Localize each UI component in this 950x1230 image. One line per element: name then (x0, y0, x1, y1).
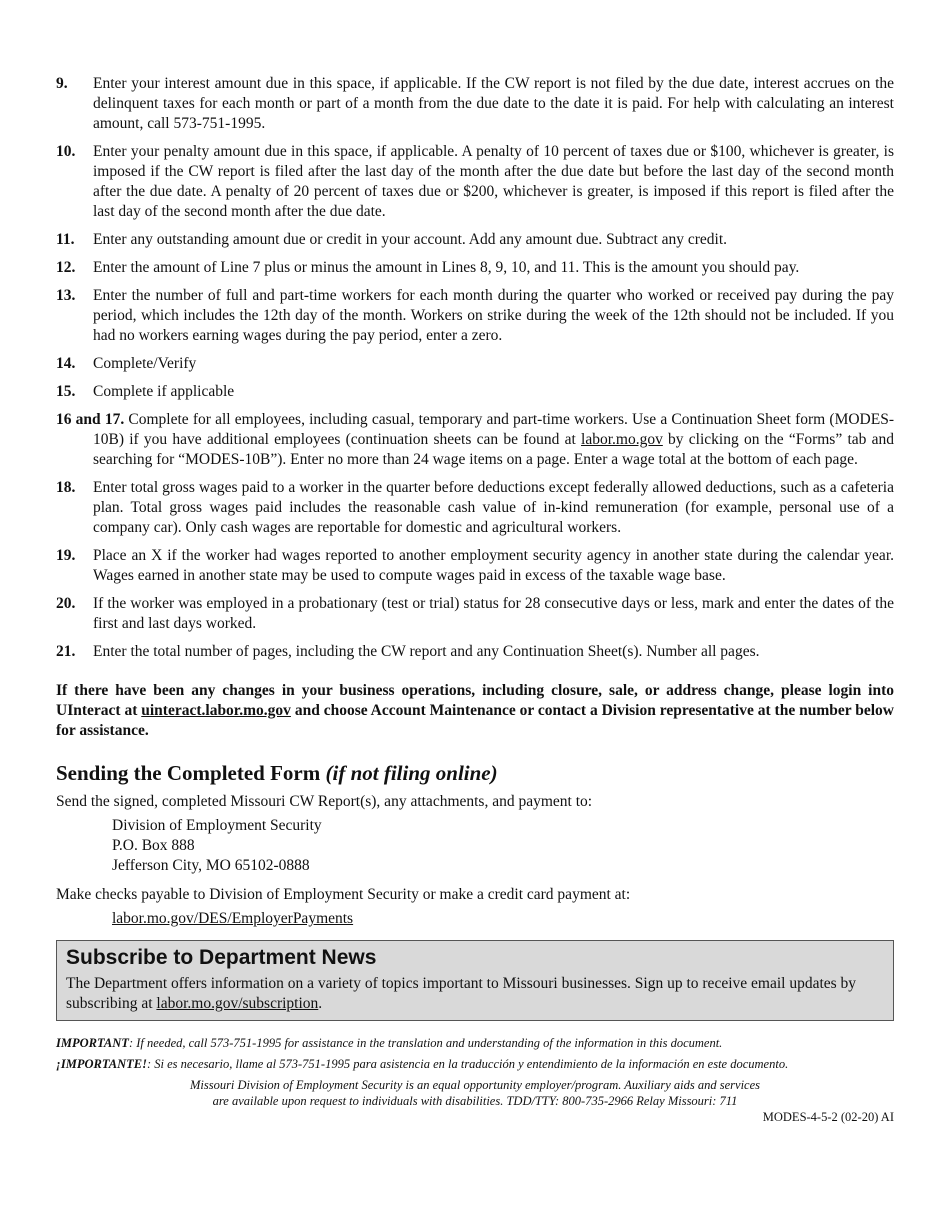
instruction-item-16-17 (56, 410, 894, 470)
instruction-item-13 (56, 286, 894, 346)
checks-payable-text: Make checks payable to Division of Employment Security or make a credit card payment at: (56, 886, 631, 903)
instruction-item-21 (56, 642, 894, 662)
item-text: Enter total gross wages paid to a worker in the quarter before deductions except federally allowed deductions, such as a cafeteria plan. Total gross wages paid includes the reasonable cash value of in-kind remuneration (for example, personal use of a company car). Only cash wages are reportable for domestic and agricultural workers. (93, 479, 894, 536)
employer-payments-link[interactable]: labor.mo.gov/DES/EmployerPayments (112, 910, 354, 927)
item-text: by clicking on the “Forms” tab and searching for “MODES-10B”). Enter no more than 24 wage items on a page. Enter a wage total at the bottom of each page. (93, 431, 894, 468)
important-notice-en (56, 1035, 894, 1051)
item-number: 10. (56, 143, 76, 160)
instruction-item-15 (56, 382, 894, 402)
business-change-notice (56, 681, 894, 741)
item-text: Enter any outstanding amount due or credit in your account. Add any amount due. Subtract any credit. (93, 231, 728, 248)
item-text: Enter the number of full and part-time workers for each month during the quarter who worked or received pay during the pay period, which includes the 12th day of the month. Workers on strike during the week of the 12th should not be included. If you had no workers earning wages during the pay period, enter a zero. (93, 287, 894, 344)
importante-label: ¡IMPORTANTE! (56, 1057, 147, 1071)
item-number: 18. (56, 479, 76, 496)
item-text: Enter your interest amount due in this space, if applicable. If the CW report is not filed by the due date, interest accrues on the delinquent taxes for each month or part of a month from the due date to the date it is paid. For help with calculating an interest amount, call 573-751-1995. (93, 75, 894, 132)
importante-text: : Si es necesario, llame al 573-751-1995 para asistencia en la traducción y entendimiento de la información en este documento. (147, 1057, 789, 1071)
item-number: 20. (56, 595, 76, 612)
important-notice-es (56, 1056, 894, 1072)
item-text: Complete if applicable (93, 383, 235, 400)
subscribe-body: The Department offers information on a variety of topics important to Missouri businesses. Sign up to receive email updates by subscribing at (66, 975, 857, 1012)
sending-heading-text: Sending the Completed Form (56, 761, 326, 785)
instruction-item-19 (56, 546, 894, 586)
form-number: MODES-4-5-2 (02-20) AI (762, 1110, 894, 1124)
eeo-statement (56, 1077, 894, 1109)
subscribe-text (66, 974, 884, 1014)
address-line: P.O. Box 888 (112, 837, 195, 854)
mailing-address (112, 816, 894, 876)
sending-heading (56, 760, 894, 786)
item-number: 11. (56, 231, 75, 248)
item-number: 19. (56, 547, 76, 564)
item-text: Complete/Verify (93, 355, 197, 372)
notice-text: and choose Account Maintenance or contact a Division representative at the number below for assistance. (56, 702, 894, 739)
subscribe-title: Subscribe to Department News (66, 946, 377, 969)
important-text: : If needed, call 573-751-1995 for assistance in the translation and understanding of the information in this document. (128, 1036, 723, 1050)
sending-heading-italic: (if not filing online) (325, 761, 498, 785)
instruction-item-11 (56, 230, 894, 250)
instruction-item-10 (56, 142, 894, 222)
subscribe-period: . (318, 995, 323, 1012)
item-text: Complete for all employees, including casual, temporary and part-time workers. Use a Continuation Sheet form (MODES-10B) if you have additional employees (continuation sheets can be found at (93, 411, 894, 448)
item-text: Enter your penalty amount due in this space, if applicable. A penalty of 10 percent of taxes due or $100, whichever is greater, is imposed if the CW report is filed after the last day of the month after the due date but before the last day of the second month after the due date. A penalty of 20 percent of taxes due or $200, whichever is greater, is imposed if this report is filed after the last day of the second month after the due date. (93, 143, 894, 220)
subscribe-box (56, 940, 894, 1021)
uinteract-link[interactable]: uinteract.labor.mo.gov (141, 702, 291, 719)
address-line: Jefferson City, MO 65102-0888 (112, 857, 310, 874)
instruction-item-20 (56, 594, 894, 634)
notice-text: If there have been any changes in your business operations, including closure, sale, or address change, please login into UInteract at (56, 682, 894, 719)
labor-website-link[interactable]: labor.mo.gov (581, 431, 663, 448)
address-line: Division of Employment Security (112, 817, 322, 834)
item-text: If the worker was employed in a probationary (test or trial) status for 28 consecutive days or less, mark and enter the dates of the first and last days worked. (93, 595, 894, 632)
sending-intro: Send the signed, completed Missouri CW Report(s), any attachments, and payment to: (56, 793, 593, 810)
instructions-page (56, 74, 894, 1125)
instruction-item-9 (56, 74, 894, 134)
item-number: 15. (56, 383, 76, 400)
item-text: Enter the total number of pages, including the CW report and any Continuation Sheet(s). Number all pages. (93, 643, 760, 660)
item-number: 12. (56, 259, 76, 276)
instruction-item-14 (56, 354, 894, 374)
item-text: Place an X if the worker had wages reported to another employment security agency in another state during the calendar year. Wages earned in another state may be used to compute wages paid in excess of the taxable wage base. (93, 547, 894, 584)
important-label: IMPORTANT (56, 1036, 129, 1050)
eeo-line: are available upon request to individuals with disabilities. TDD/TTY: 800-735-2966 Relay Missouri: 711 (212, 1094, 738, 1108)
subscription-link[interactable]: labor.mo.gov/subscription (156, 995, 319, 1012)
item-number: 9. (56, 75, 68, 92)
eeo-line: Missouri Division of Employment Security is an equal opportunity employer/program. Auxiliary aids and services (189, 1078, 761, 1092)
item-number: 16 and 17. (56, 411, 125, 428)
instruction-item-18 (56, 478, 894, 538)
item-number: 14. (56, 355, 76, 372)
instruction-list-a (56, 74, 894, 662)
item-number: 13. (56, 287, 76, 304)
item-number: 21. (56, 643, 76, 660)
item-text: Enter the amount of Line 7 plus or minus the amount in Lines 8, 9, 10, and 11. This is the amount you should pay. (93, 259, 800, 276)
instruction-item-12 (56, 258, 894, 278)
